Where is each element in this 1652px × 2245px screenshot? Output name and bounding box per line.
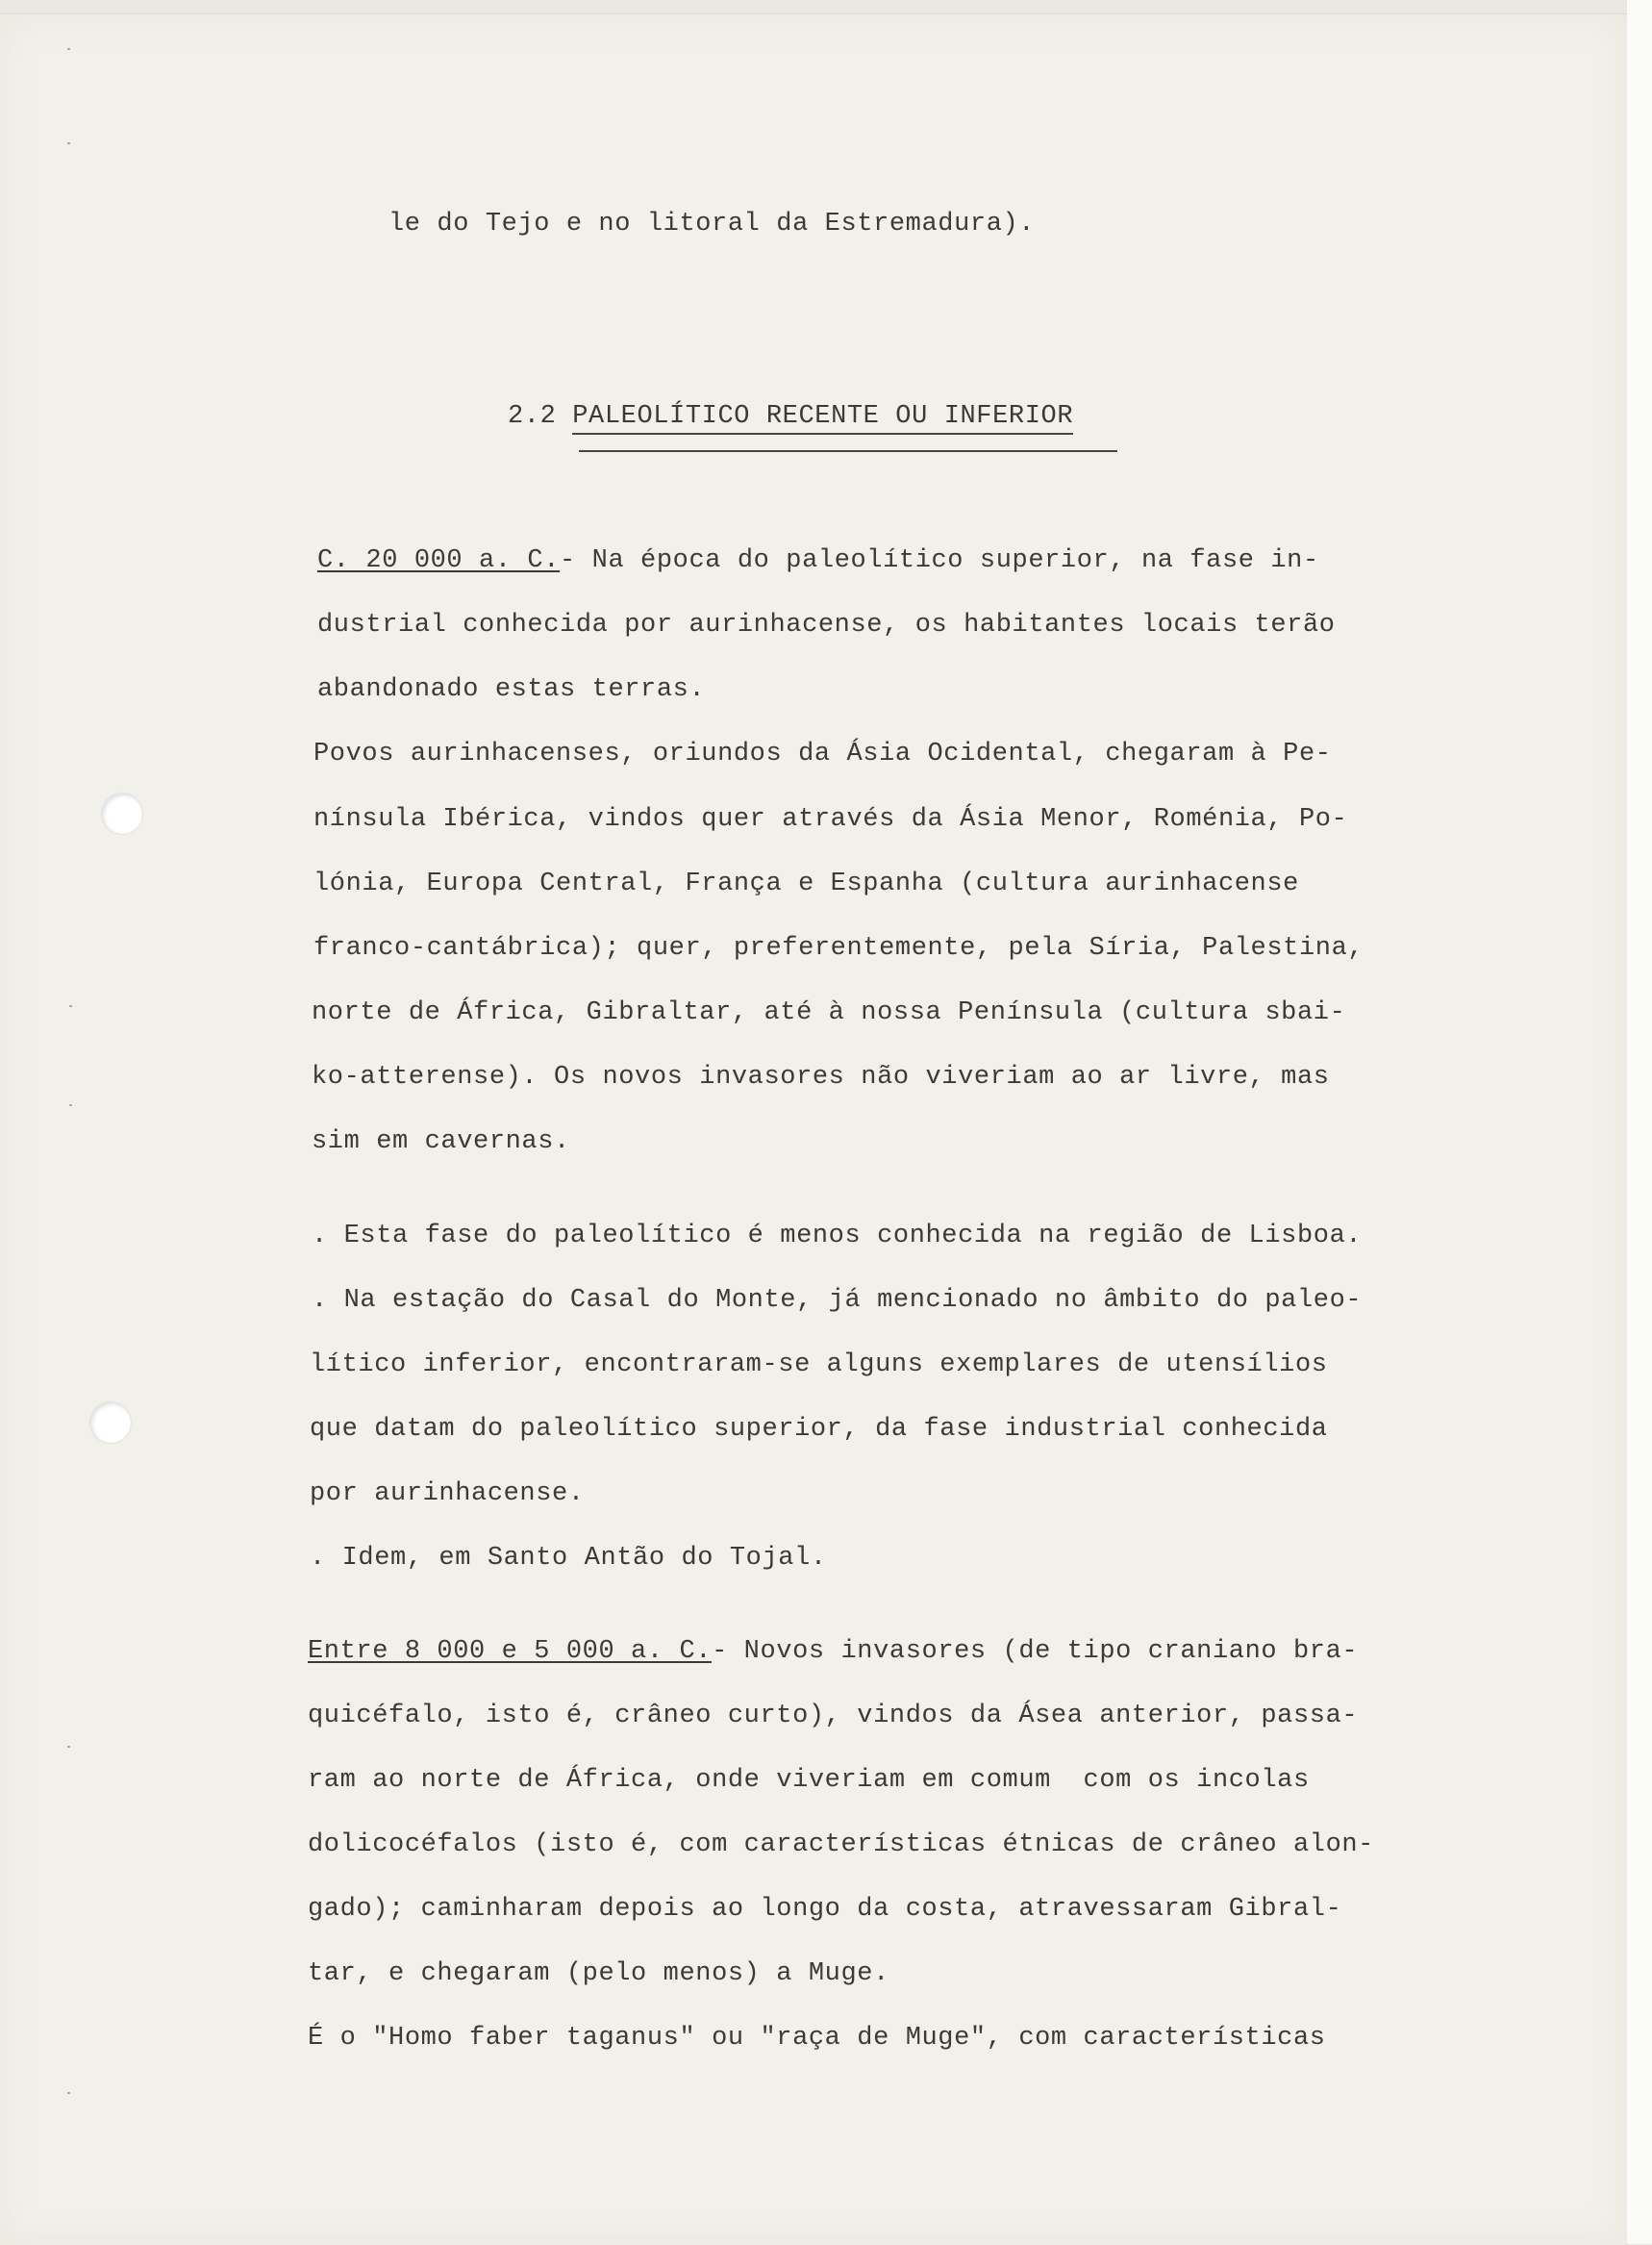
punch-hole bbox=[90, 1402, 131, 1443]
paper-speck bbox=[67, 48, 70, 50]
text-line: por aurinhacense. bbox=[310, 1479, 585, 1508]
paper-speck bbox=[67, 142, 70, 144]
paper-speck bbox=[67, 1746, 70, 1748]
date-label: Entre 8 000 e 5 000 a. C. bbox=[308, 1637, 713, 1666]
text-line: nínsula Ibérica, vindos quer através da Ásia Menor, Roménia, Po- bbox=[313, 805, 1348, 834]
text-line: que datam do paleolítico superior, da fase industrial conhecida bbox=[310, 1415, 1328, 1444]
bullet-line: . Idem, em Santo Antão do Tojal. bbox=[310, 1544, 827, 1573]
text-line: dustrial conhecida por aurinhacense, os habitantes locais terão bbox=[317, 611, 1336, 640]
section-3-first-line-rest: - Novos invasores (de tipo craniano bra- bbox=[712, 1637, 1359, 1666]
bullet-line: . Esta fase do paleolítico é menos conhecida na região de Lisboa. bbox=[312, 1222, 1363, 1250]
text-line: sim em cavernas. bbox=[312, 1127, 570, 1156]
section-1-first-line bbox=[317, 546, 1319, 575]
text-line: franco-cantábrica); quer, preferentemente, pela Síria, Palestina, bbox=[313, 934, 1364, 963]
text-line: lítico inferior, encontraram-se alguns exemplares de utensílios bbox=[310, 1350, 1328, 1379]
text-line: norte de África, Gibraltar, até à nossa Península (cultura sbai- bbox=[312, 998, 1346, 1027]
section-heading bbox=[508, 402, 1073, 431]
bullet-line: . Na estação do Casal do Monte, já mencionado no âmbito do paleo- bbox=[312, 1286, 1363, 1315]
text-line: ram ao norte de África, onde viveriam em comum com os incolas bbox=[308, 1766, 1310, 1795]
text-line: lónia, Europa Central, França e Espanha (cultura aurinhacense bbox=[313, 870, 1299, 898]
heading-double-underline bbox=[579, 450, 1117, 452]
paper-speck bbox=[69, 1005, 72, 1007]
text-line: abandonado estas terras. bbox=[317, 675, 706, 704]
text-line: É o "Homo faber taganus" ou "raça de Muge", com características bbox=[308, 2024, 1326, 2053]
section-3-first-line bbox=[308, 1637, 1358, 1666]
text-line: tar, e chegaram (pelo menos) a Muge. bbox=[308, 1959, 889, 1988]
text-line: gado); caminharam depois ao longo da costa, atravessaram Gibral- bbox=[308, 1895, 1342, 1924]
intro-line: le do Tejo e no litoral da Estremadura). bbox=[388, 210, 1036, 239]
text-line: quicéfalo, isto é, crâneo curto), vindos da Ásea anterior, passa- bbox=[308, 1702, 1359, 1730]
punch-hole bbox=[102, 794, 142, 834]
paper-speck bbox=[69, 1104, 72, 1106]
text-line: Povos aurinhacenses, oriundos da Ásia Ocidental, chegaram à Pe- bbox=[313, 740, 1332, 769]
text-line: ko-atterense). Os novos invasores não viveriam ao ar livre, mas bbox=[312, 1063, 1330, 1092]
scan-edge bbox=[1627, 0, 1652, 2244]
heading-title: PALEOLÍTICO RECENTE OU INFERIOR bbox=[572, 402, 1073, 435]
section-1-first-line-rest: - Na época do paleolítico superior, na fase in- bbox=[560, 546, 1319, 575]
text-line: dolicocéfalos (isto é, com características étnicas de crâneo alon- bbox=[308, 1830, 1374, 1859]
paper-speck bbox=[67, 2092, 70, 2094]
heading-number: 2.2 bbox=[508, 402, 557, 431]
date-label: C. 20 000 a. C. bbox=[317, 546, 561, 575]
